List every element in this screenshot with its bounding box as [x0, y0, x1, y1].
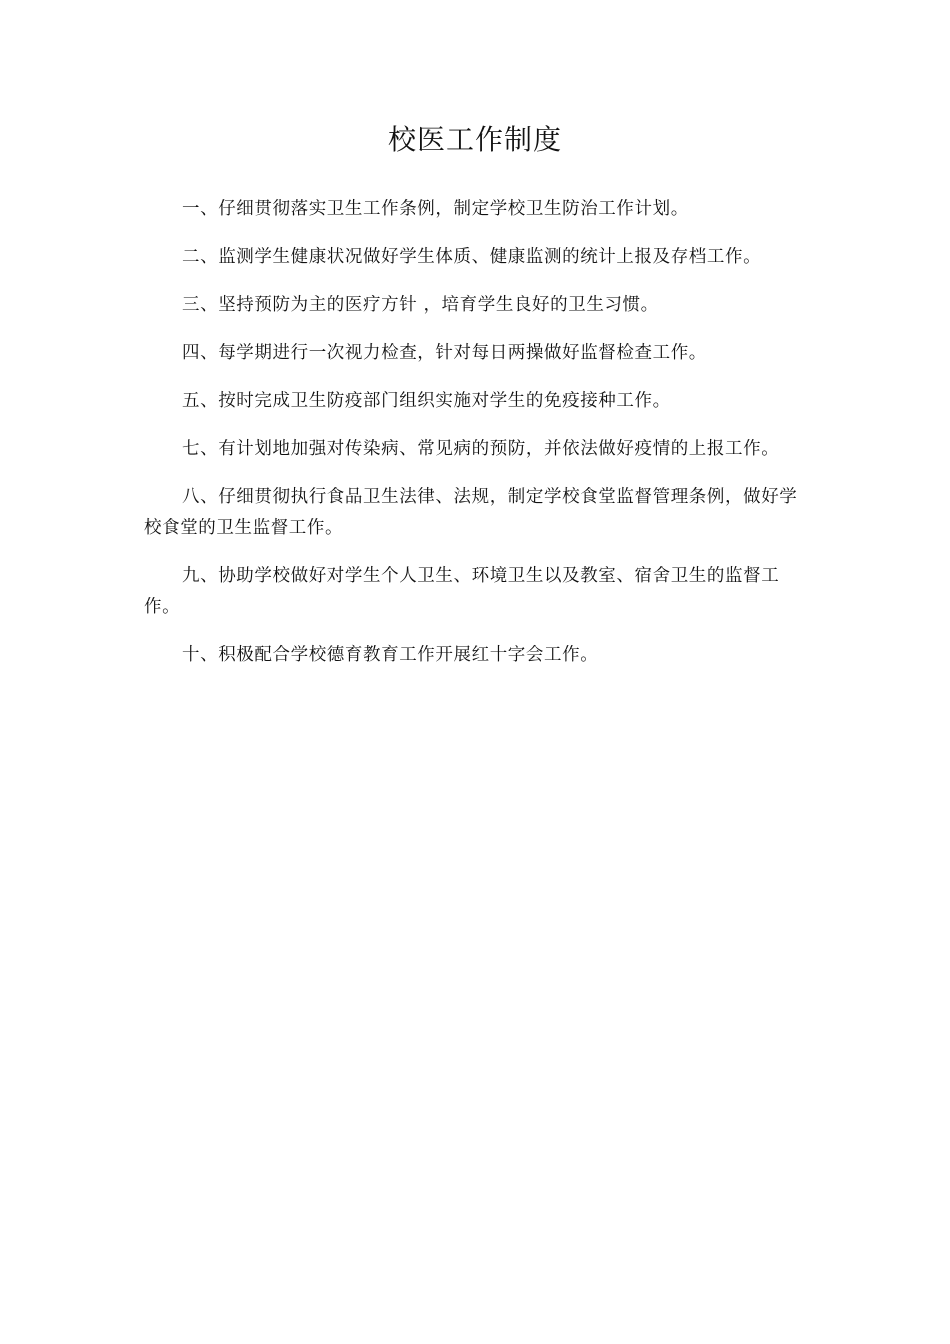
rule-item-10: 十、积极配合学校德育教育工作开展红十字会工作。: [182, 645, 599, 665]
rule-item-7: 七、有计划地加强对传染病、常见病的预防，并依法做好疫情的上报工作。: [182, 439, 780, 459]
rule-item-5: 五、按时完成卫生防疫部门组织实施对学生的免疫接种工作。: [182, 391, 671, 411]
rule-item-9: 九、协助学校做好对学生个人卫生、环境卫生以及教室、宿舍卫生的监督工作。: [144, 566, 780, 617]
rule-item-8: 八、仔细贯彻执行食品卫生法律、法规，制定学校食堂监督管理条例，做好学校食堂的卫生监督工作。: [144, 487, 798, 538]
rule-item-2: 二、监测学生健康状况做好学生体质、健康监测的统计上报及存档工作。: [182, 247, 762, 267]
document-body: [144, 194, 808, 688]
rule-item-1: 一、仔细贯彻落实卫生工作条例，制定学校卫生防治工作计划。: [182, 199, 689, 219]
document-title: 校医工作制度: [387, 123, 562, 156]
rule-item-3: 三、坚持预防为主的医疗方针 ，培育学生良好的卫生习惯。: [182, 295, 659, 315]
rule-item-4: 四、每学期进行一次视力检查，针对每日两操做好监督检查工作。: [182, 343, 707, 363]
